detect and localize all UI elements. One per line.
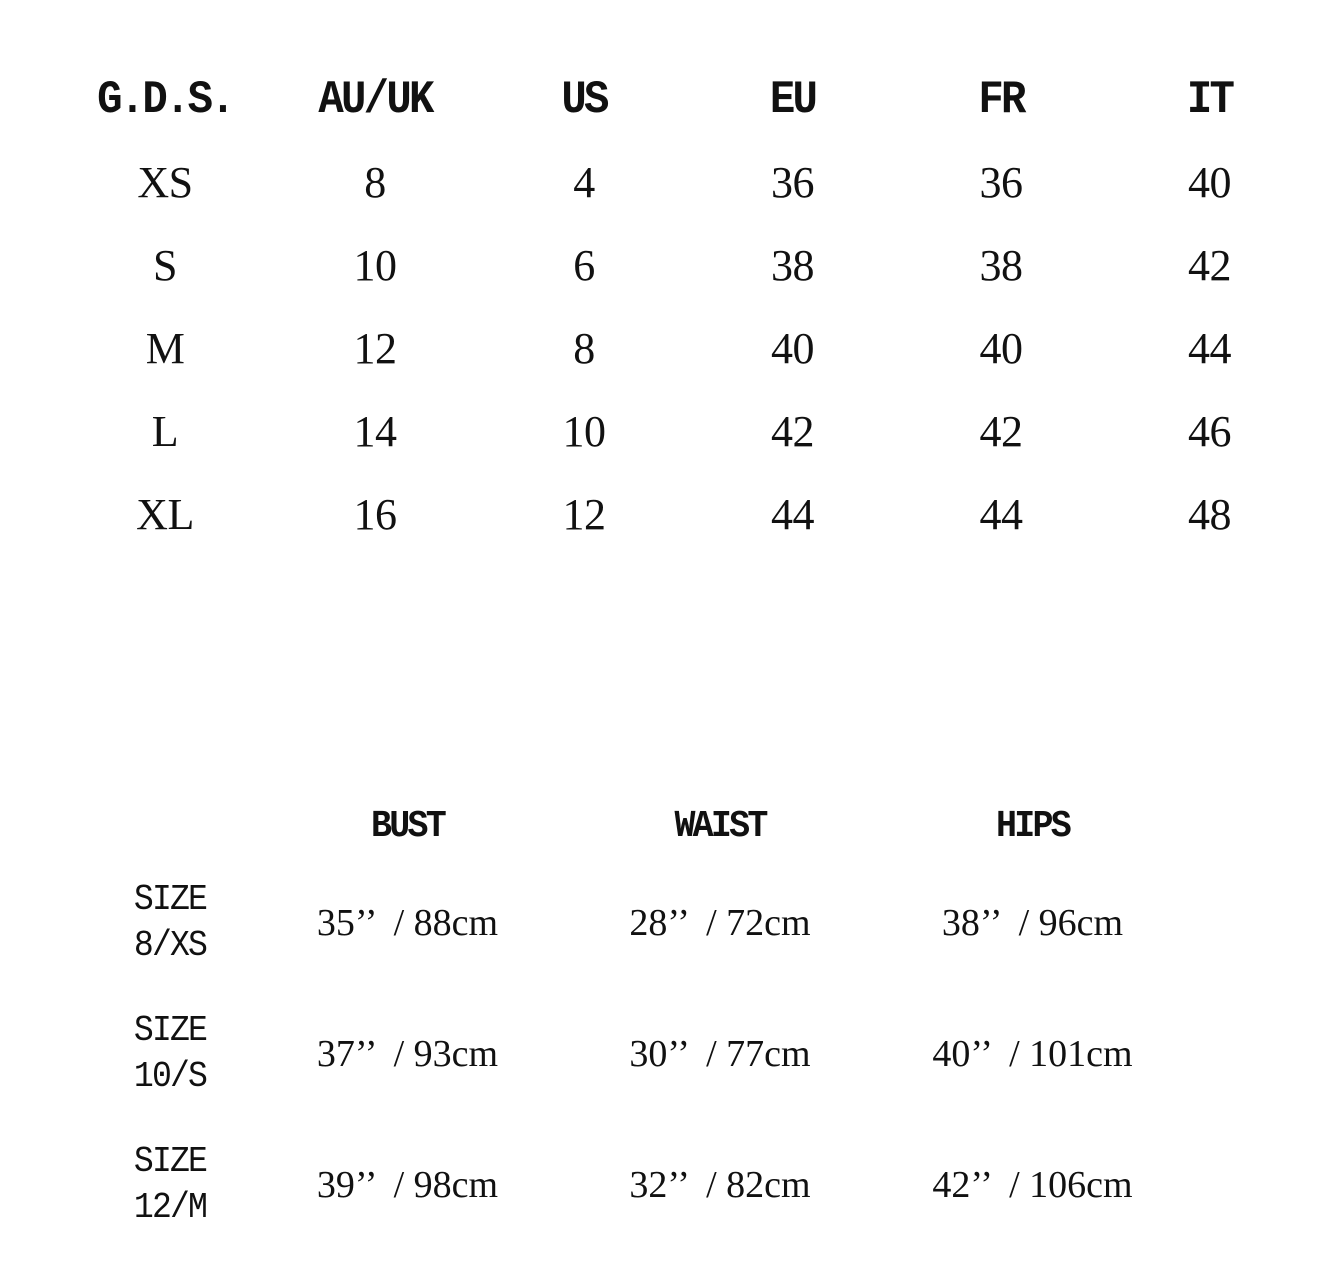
waist-cell: 32’’ / 82cm bbox=[629, 1163, 811, 1206]
size-cell: XS bbox=[137, 158, 193, 207]
bust-cell: 39’’ / 98cm bbox=[316, 1163, 499, 1206]
it-cell: 42 bbox=[1188, 241, 1231, 290]
size-label bbox=[96, 877, 243, 969]
size-label-line2: 8/XS bbox=[133, 924, 207, 966]
size-cell: S bbox=[153, 241, 177, 290]
size-label bbox=[96, 1008, 243, 1100]
it-cell: 46 bbox=[1188, 407, 1231, 456]
fr-cell: 44 bbox=[979, 490, 1023, 539]
table-row bbox=[60, 473, 1270, 556]
size-label bbox=[96, 1139, 243, 1231]
table-row bbox=[60, 224, 1270, 307]
size-label-line2: 12/M bbox=[133, 1186, 207, 1228]
table-row bbox=[90, 988, 1240, 1119]
size-label-line2: 10/S bbox=[133, 1055, 207, 1097]
size-label-line1: SIZE bbox=[133, 878, 207, 920]
size-label-line1: SIZE bbox=[133, 1140, 207, 1182]
waist-cell: 28’’ / 72cm bbox=[629, 901, 811, 944]
header-us: US bbox=[561, 73, 607, 126]
size-cell: M bbox=[145, 324, 185, 373]
size-label-line1: SIZE bbox=[133, 1009, 207, 1051]
au-uk-cell: 10 bbox=[353, 241, 397, 290]
us-cell: 6 bbox=[573, 241, 595, 290]
eu-cell: 40 bbox=[771, 324, 814, 373]
size-cell: XL bbox=[136, 490, 194, 539]
au-uk-cell: 14 bbox=[353, 407, 397, 456]
hips-cell: 40’’ / 101cm bbox=[932, 1032, 1133, 1075]
conversion-header-row bbox=[60, 58, 1270, 141]
fr-cell: 40 bbox=[979, 324, 1023, 373]
us-cell: 10 bbox=[562, 407, 606, 456]
it-cell: 40 bbox=[1188, 158, 1231, 207]
header-hips: HIPS bbox=[996, 804, 1069, 848]
fr-cell: 38 bbox=[979, 241, 1023, 290]
header-fr: FR bbox=[978, 73, 1024, 126]
header-gds: G.D.S. bbox=[97, 73, 233, 126]
table-row bbox=[60, 141, 1270, 224]
measurements-table bbox=[90, 795, 1240, 1250]
us-cell: 12 bbox=[562, 490, 606, 539]
fr-cell: 42 bbox=[979, 407, 1023, 456]
eu-cell: 44 bbox=[771, 490, 814, 539]
table-row bbox=[60, 390, 1270, 473]
bust-cell: 35’’ / 88cm bbox=[316, 901, 499, 944]
table-row bbox=[60, 307, 1270, 390]
bust-cell: 37’’ / 93cm bbox=[316, 1032, 499, 1075]
hips-cell: 42’’ / 106cm bbox=[932, 1163, 1133, 1206]
header-waist: WAIST bbox=[674, 804, 766, 848]
fr-cell: 36 bbox=[979, 158, 1023, 207]
eu-cell: 42 bbox=[771, 407, 814, 456]
size-cell: L bbox=[151, 407, 179, 456]
it-cell: 48 bbox=[1188, 490, 1231, 539]
header-au-uk: AU/UK bbox=[318, 73, 432, 126]
eu-cell: 38 bbox=[771, 241, 814, 290]
hips-cell: 38’’ / 96cm bbox=[941, 901, 1124, 944]
it-cell: 44 bbox=[1188, 324, 1231, 373]
au-uk-cell: 8 bbox=[364, 158, 386, 207]
measurements-body bbox=[90, 857, 1240, 1250]
header-it: IT bbox=[1186, 73, 1233, 126]
measurements-header-row bbox=[90, 795, 1240, 857]
us-cell: 4 bbox=[573, 158, 595, 207]
eu-cell: 36 bbox=[771, 158, 814, 207]
au-uk-cell: 16 bbox=[353, 490, 397, 539]
waist-cell: 30’’ / 77cm bbox=[629, 1032, 811, 1075]
header-bust: BUST bbox=[371, 804, 444, 848]
table-row bbox=[90, 1119, 1240, 1250]
table-row bbox=[90, 857, 1240, 988]
header-eu: EU bbox=[769, 73, 816, 126]
size-conversion-table bbox=[60, 58, 1270, 556]
au-uk-cell: 12 bbox=[353, 324, 397, 373]
us-cell: 8 bbox=[573, 324, 595, 373]
